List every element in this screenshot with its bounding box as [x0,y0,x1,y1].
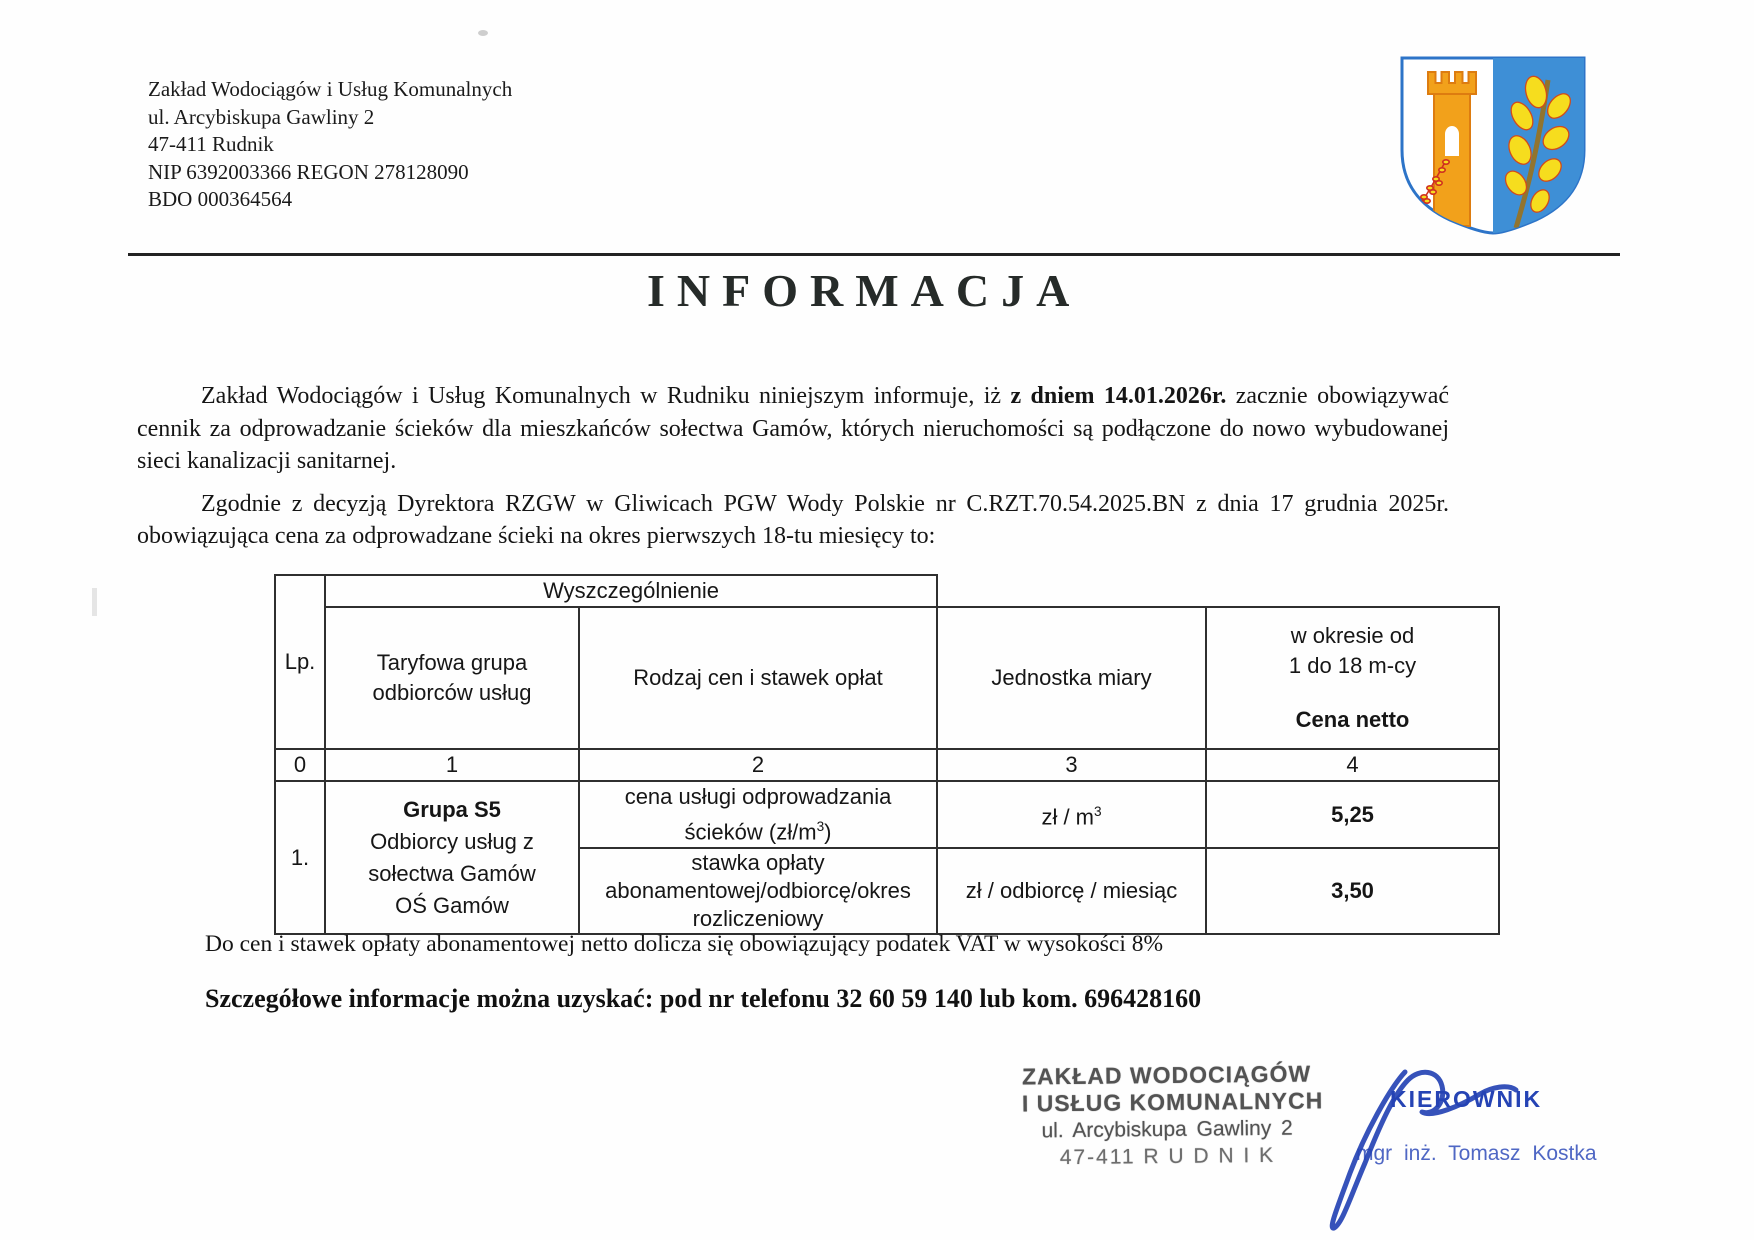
th-tariff-group: Taryfowa grupa odbiorców usług [325,607,579,749]
intro-paragraph-2: Zgodnie z decyzją Dyrektora RZGW w Gliwicach PGW Wody Polskie nr C.RZT.70.54.2025.BN z dnia 17 grudnia 2025r. obowiązująca cena za odprowadzane ścieki na okres pierwszych 18-tu miesięcy to: [137,490,1449,549]
office-stamp [1021,1060,1324,1171]
cell-price-a: 5,25 [1206,781,1499,848]
vat-note: Do cen i stawek opłaty abonamentowej netto dolicza się obowiązujący podatek VAT w wysokości 8% [205,931,1164,957]
tariff-table [274,574,1500,935]
sender-name: Zakład Wodociągów i Usług Komunalnych [148,77,513,101]
sender-nip-regon: NIP 6392003366 REGON 278128090 [148,159,469,184]
cell-row-lp: 1. [275,781,325,934]
stamp-line-1: ZAKŁAD WODOCIĄGÓW [1021,1060,1312,1090]
contact-note: Szczegółowe informacje można uzyskać: pod nr telefonu 32 60 59 140 lub kom. 696428160 [205,984,1202,1013]
effective-date: z dniem 14.01.2026r. [1010,383,1227,409]
th-price-type: Rodzaj cen i stawek opłat [579,607,937,749]
sender-bdo: BDO 000364564 [148,187,293,211]
th-price-period: w okresie od 1 do 18 m-cy Cena netto [1206,607,1499,749]
coat-of-arms-icon [1398,54,1588,238]
signature-role: KIEROWNIK [1390,1086,1543,1112]
stamp-line-2: I USŁUG KOMUNALNYCH [1021,1087,1324,1117]
th-lp: Lp. [275,575,325,749]
stamp-line-3: ul. Arcybiskupa Gawliny 2 [1041,1116,1293,1143]
sender-block [148,76,512,214]
cell-price-type-b: stawka opłaty abonamentowej/odbiorcę/okres rozliczeniowy [579,848,937,934]
sender-city: 47-411 Rudnik [148,132,274,156]
intro-text [137,380,1449,553]
th-wyszczegolnienie: Wyszczególnienie [325,575,937,607]
th-unit: Jednostka miary [937,607,1206,749]
cell-unit-b: zł / odbiorcę / miesiąc [937,848,1206,934]
cell-unit-a: zł / $m^3$ [937,781,1206,848]
scan-artifact-smudge [92,588,97,616]
tower-icon [1428,72,1476,226]
scan-artifact-dot [478,30,488,36]
table-phantom-cell [937,575,1499,607]
intro-paragraph-1: Zakład Wodociągów i Usług Komunalnych w Rudniku niniejszym informuje, iż z dniem 14.01.2026r. zacznie obowiązywać cennik za odprowadzanie ścieków dla mieszkańców sołectwa Gamów, których nieruchomości są podłączone do nowo wybudowanej sieci kanalizacji sanitarnej. [137,383,1450,474]
cell-price-b: 3,50 [1206,848,1499,934]
header-rule [128,253,1620,256]
th-cena-netto: Cena netto [1295,707,1410,732]
col-index-row: 0 1 2 3 4 [275,749,1499,781]
page-title: INFORMACJA [647,265,1082,316]
cell-tariff-group: Grupa S5 Odbiorcy usług z sołectwa Gamów OŚ Gamów [325,781,579,934]
cell-price-type-a: cena usługi odprowadzania ścieków $(zł/m^3)$ [579,781,937,848]
signature-name: mgr inż. Tomasz Kostka [1356,1142,1597,1165]
stamp-line-4: 47-411 R U D N I K [1059,1143,1276,1170]
sender-street: ul. Arcybiskupa Gawliny 2 [148,104,375,129]
